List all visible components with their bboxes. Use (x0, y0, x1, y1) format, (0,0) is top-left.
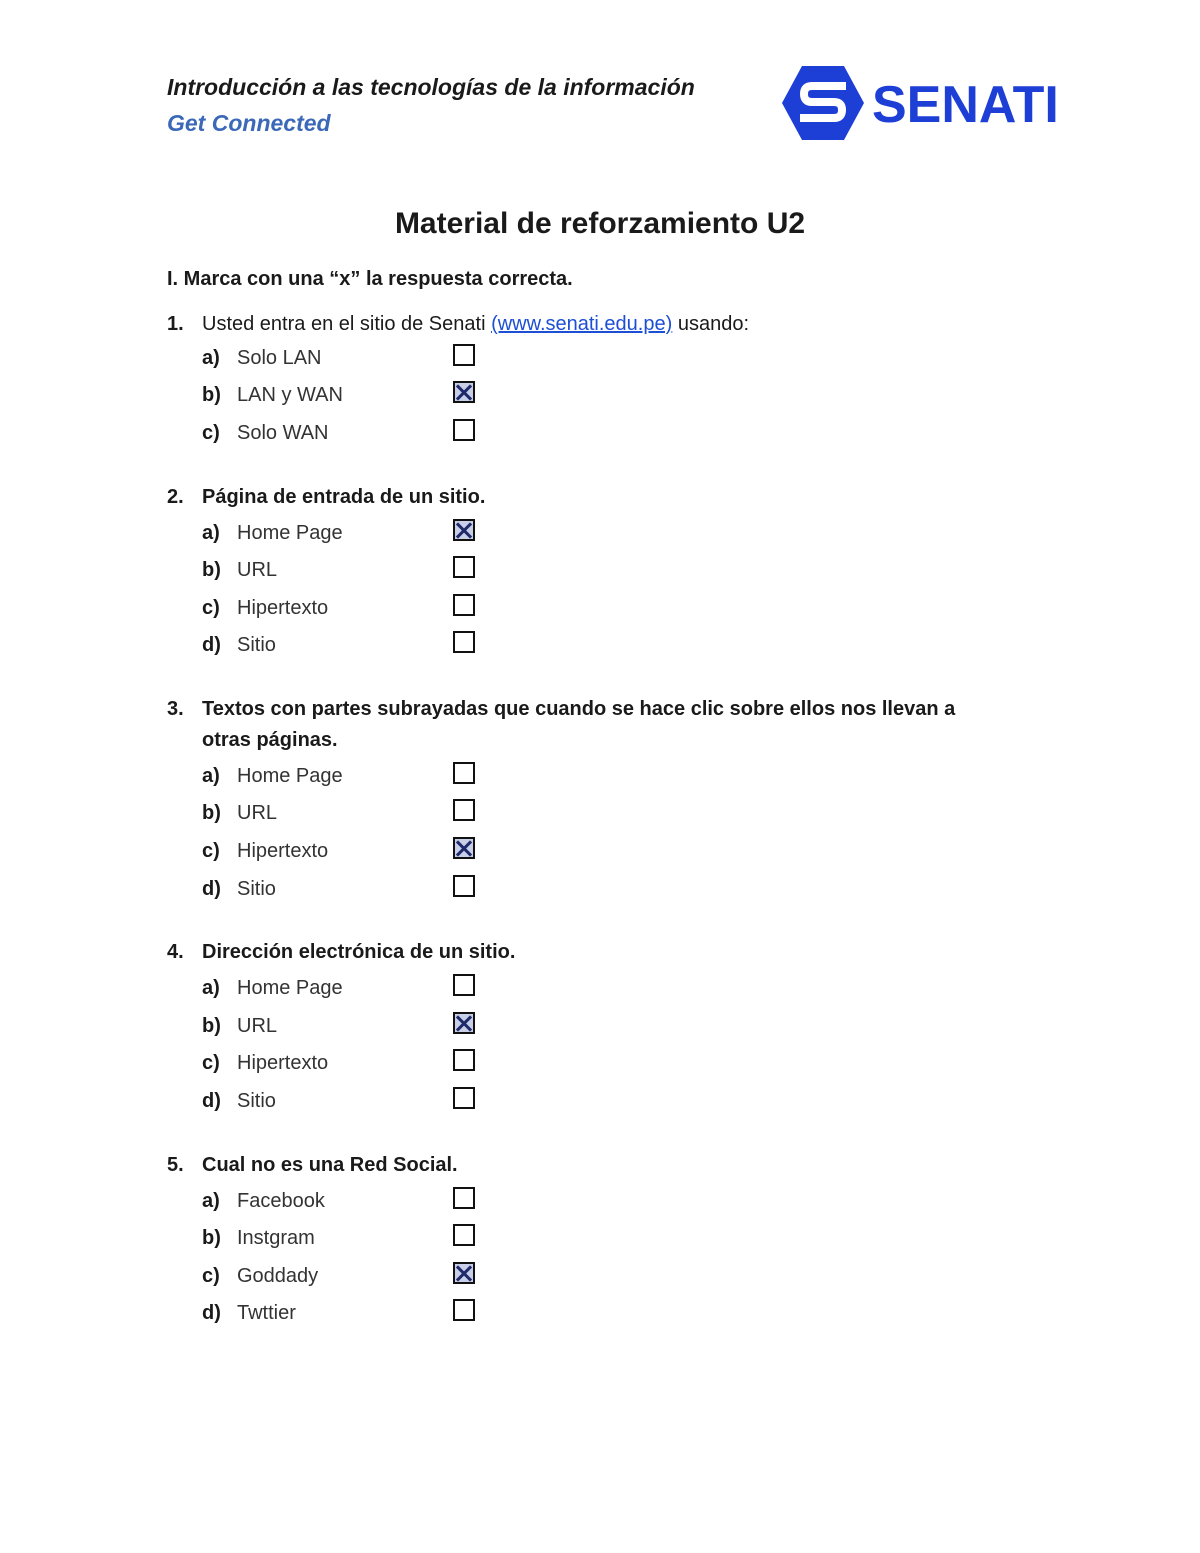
option-4c: c) Hipertexto (202, 1052, 329, 1074)
option-2b: b) URL (202, 559, 278, 581)
question-3: 3. Textos con partes subrayadas que cuando se hace clic sobre ellos nos llevan a otras páginas. (167, 694, 1007, 756)
checkbox-5b[interactable] (453, 1224, 475, 1246)
question-5: 5. Cual no es una Red Social. (167, 1150, 1007, 1181)
checkbox-1b[interactable] (453, 381, 475, 403)
checkbox-3a[interactable] (453, 762, 475, 784)
option-2a: a) Home Page (202, 522, 343, 544)
option-4b: b) URL (202, 1015, 278, 1037)
checkbox-3c[interactable] (453, 837, 475, 859)
checkbox-4d[interactable] (453, 1087, 475, 1109)
question-text: Dirección electrónica de un sitio. (202, 941, 516, 963)
option-5b: b) Instgram (202, 1227, 315, 1249)
question-4: 4. Dirección electrónica de un sitio. (167, 937, 1007, 968)
checkbox-5d[interactable] (453, 1299, 475, 1321)
checkbox-4c[interactable] (453, 1049, 475, 1071)
checkbox-3d[interactable] (453, 875, 475, 897)
option-3c: c) Hipertexto (202, 840, 329, 862)
question-1 (167, 309, 1007, 340)
logo-text: SENATI (872, 76, 1059, 134)
checkbox-1c[interactable] (453, 419, 475, 441)
option-5a: a) Facebook (202, 1190, 325, 1212)
option-4a: a) Home Page (202, 977, 343, 999)
question-number: 1. (167, 313, 184, 335)
checkbox-5c[interactable] (453, 1262, 475, 1284)
option-1a: a) Solo LAN (202, 347, 322, 369)
option-5d: d) Twttier (202, 1302, 296, 1324)
checkbox-5a[interactable] (453, 1187, 475, 1209)
option-4d: d) Sitio (202, 1090, 276, 1112)
question-text-end: usando: (672, 313, 749, 335)
question-text: Usted entra en el sitio de Senati (202, 313, 492, 335)
option-2c: c) Hipertexto (202, 597, 329, 619)
course-title: Introducción a las tecnologías de la información (167, 74, 695, 100)
checkbox-3b[interactable] (453, 799, 475, 821)
checkbox-2a[interactable] (453, 519, 475, 541)
option-3b: b) URL (202, 802, 278, 824)
senati-logo (782, 64, 1072, 142)
option-2d: d) Sitio (202, 634, 276, 656)
checkbox-2b[interactable] (453, 556, 475, 578)
question-text: Cual no es una Red Social. (202, 1154, 458, 1176)
page-title: Material de reforzamiento U2 (394, 207, 806, 240)
option-3a: a) Home Page (202, 765, 343, 787)
option-5c: c) Goddady (202, 1265, 319, 1287)
option-3d: d) Sitio (202, 878, 276, 900)
question-2: 2. Página de entrada de un sitio. (167, 482, 1007, 513)
checkbox-4a[interactable] (453, 974, 475, 996)
instructions: I. Marca con una “x” la respuesta correcta. (167, 268, 573, 290)
question-text: Textos con partes subrayadas que cuando se hace clic sobre ellos nos llevan a otras páginas. (202, 698, 956, 751)
course-tagline: Get Connected (167, 110, 331, 136)
option-1b: b) LAN y WAN (202, 384, 343, 406)
checkbox-1a[interactable] (453, 344, 475, 366)
question-text: Página de entrada de un sitio. (202, 486, 486, 508)
senati-link[interactable]: (www.senati.edu.pe) (491, 313, 673, 335)
checkbox-2d[interactable] (453, 631, 475, 653)
checkbox-2c[interactable] (453, 594, 475, 616)
checkbox-4b[interactable] (453, 1012, 475, 1034)
option-1c: c) Solo WAN (202, 422, 329, 444)
